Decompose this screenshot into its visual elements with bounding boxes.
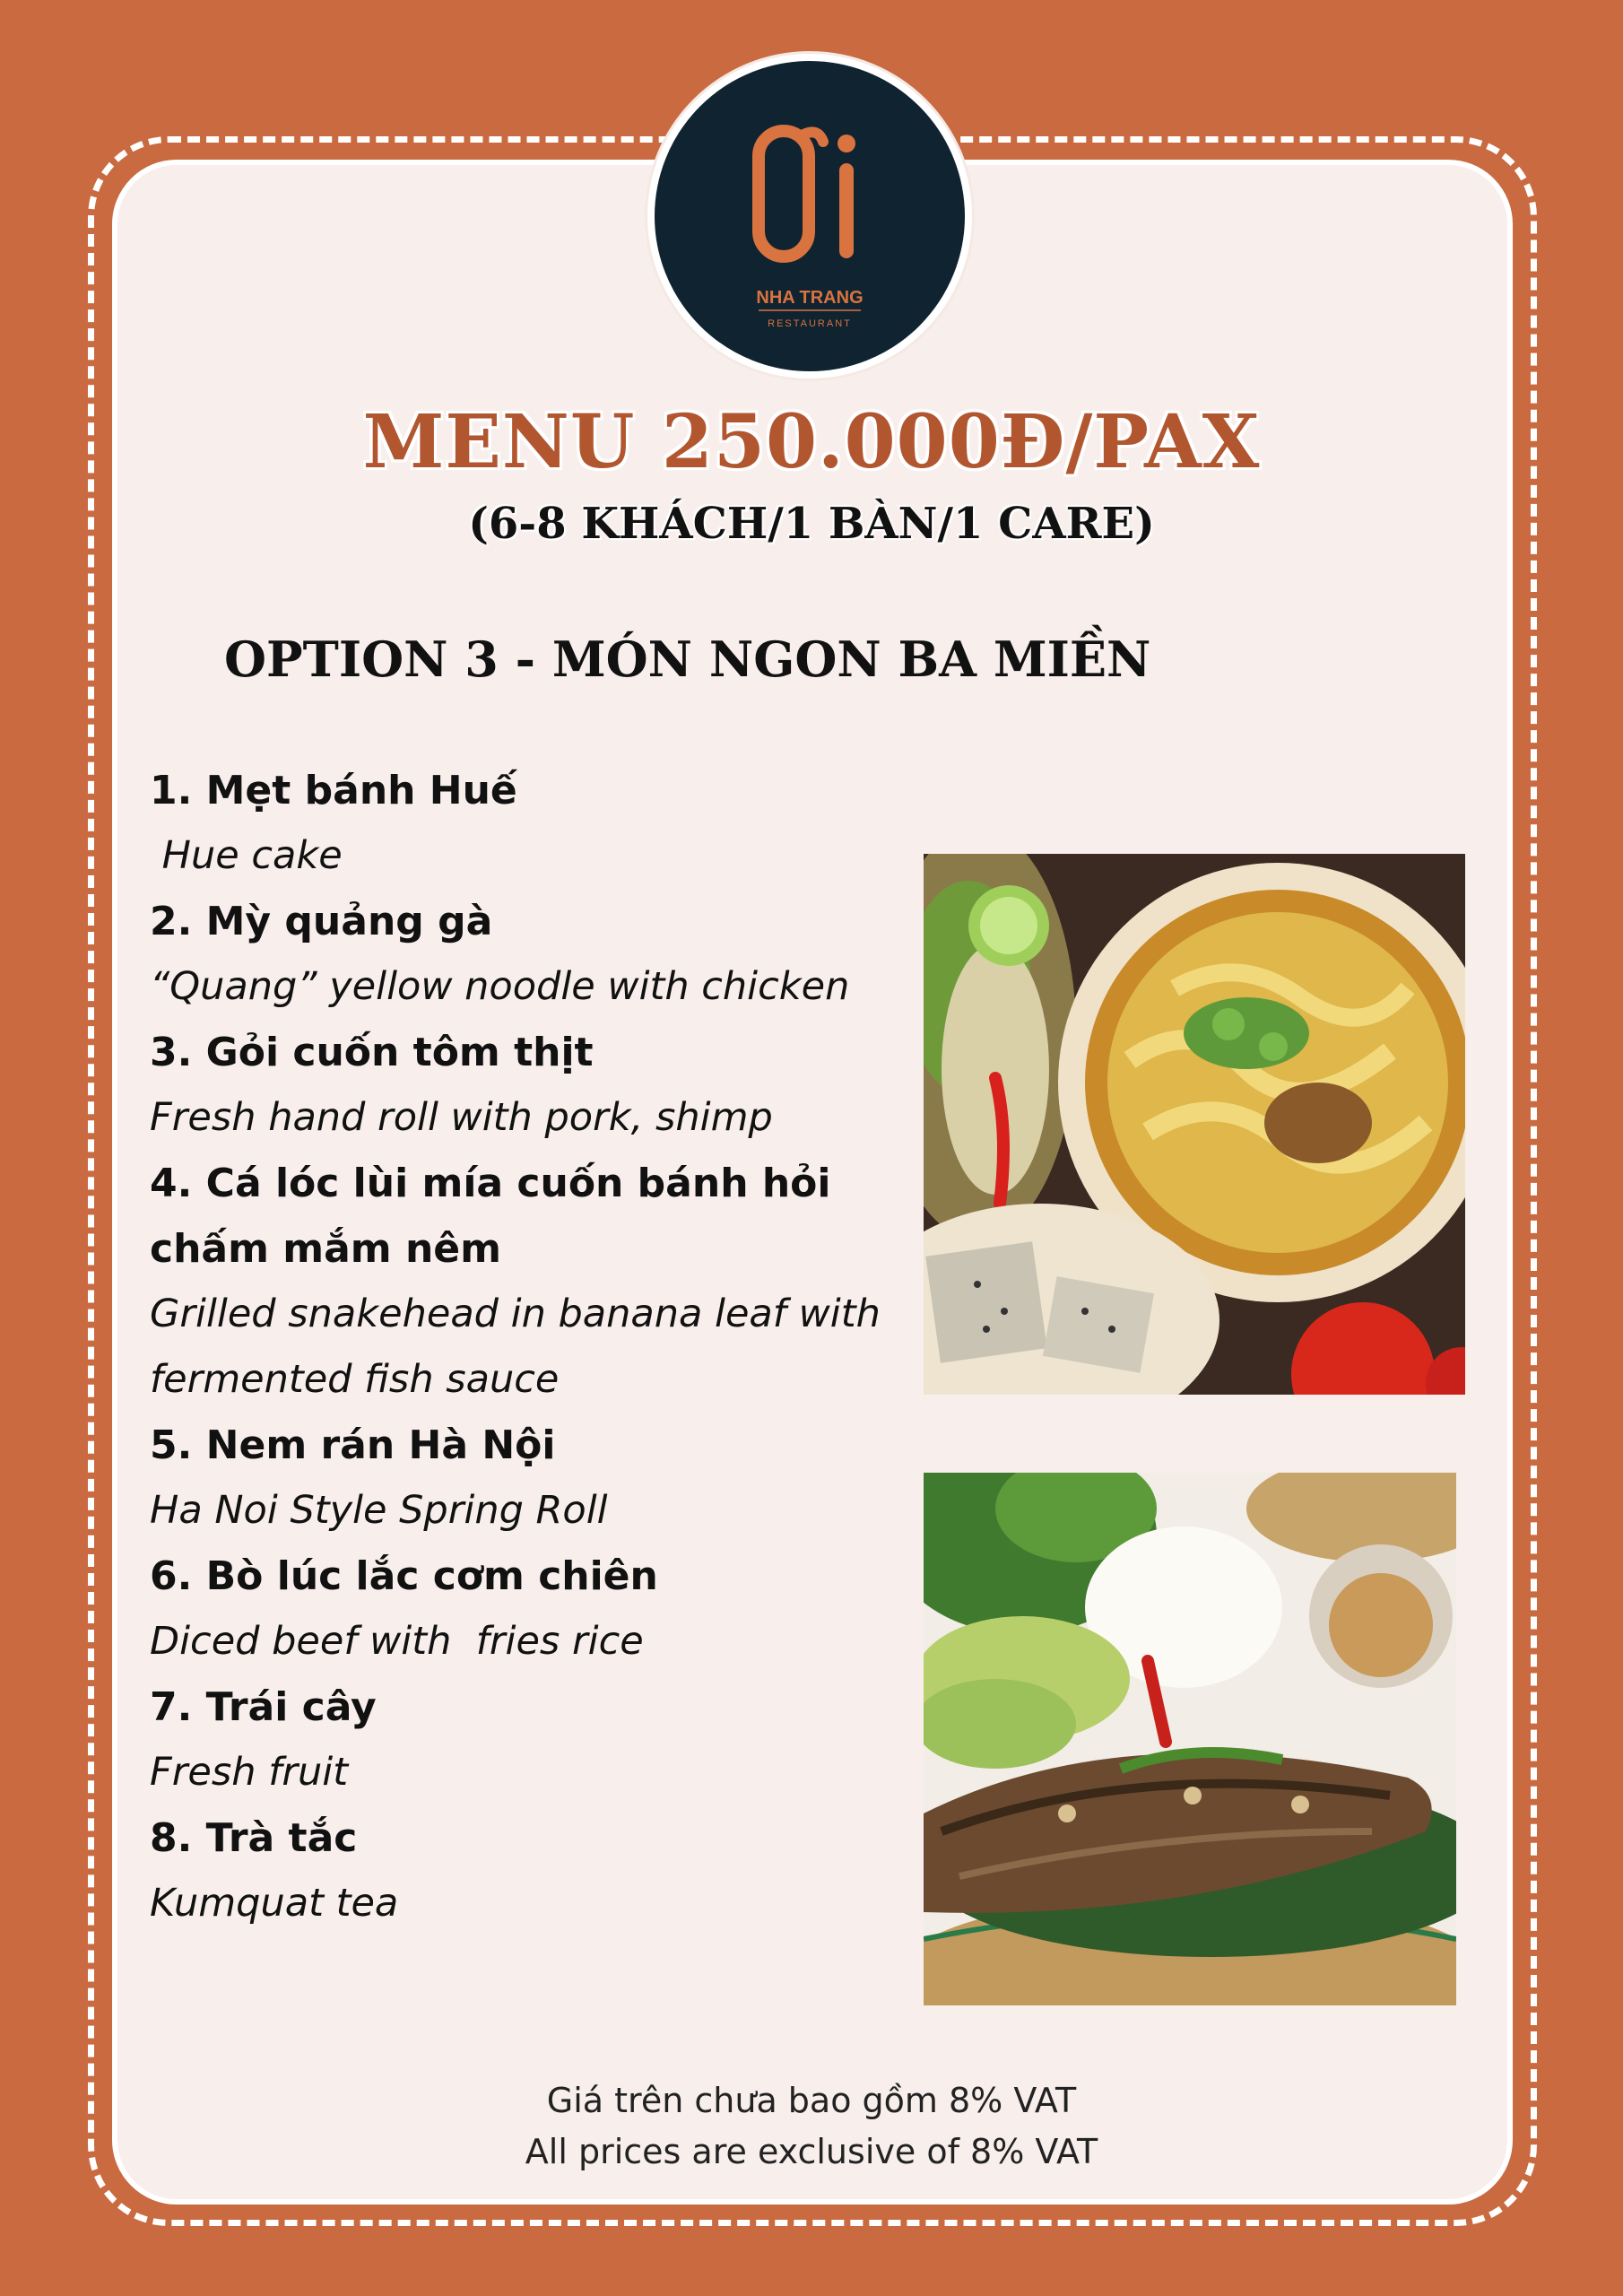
dish-description: Grilled snakehead in banana leaf with fermented fish sauce bbox=[150, 1292, 881, 1402]
dish-name: 5. Nem rán Hà Nội bbox=[150, 1422, 556, 1468]
grilled-fish-photo bbox=[924, 1473, 1456, 2005]
dish-name: 7. Trái cây bbox=[150, 1684, 377, 1730]
menu-item bbox=[150, 758, 921, 889]
vat-note-en: All prices are exclusive of 8% VAT bbox=[525, 2132, 1098, 2171]
dish-description: Diced beef with fries rice bbox=[150, 1619, 644, 1664]
option-heading: OPTION 3 - MÓN NGON BA MIỀN bbox=[224, 631, 1151, 688]
dish-name: 3. Gỏi cuốn tôm thịt bbox=[150, 1030, 594, 1075]
dish-description: Kumquat tea bbox=[150, 1881, 399, 1926]
dish-description: Ha Noi Style Spring Roll bbox=[150, 1488, 608, 1533]
restaurant-logo bbox=[647, 54, 972, 378]
dish-name: 6. Bò lúc lắc cơm chiên bbox=[150, 1553, 658, 1599]
menu-title: MENU 250.000Đ/PAX bbox=[362, 399, 1261, 485]
menu-item bbox=[150, 1020, 921, 1151]
menu-subtitle: (6-8 KHÁCH/1 BÀN/1 CARE) bbox=[468, 499, 1155, 549]
dish-name: 8. Trà tắc bbox=[150, 1815, 358, 1861]
menu-item bbox=[150, 1544, 921, 1674]
dish-list bbox=[150, 758, 921, 1936]
dish-description: Hue cake bbox=[150, 833, 343, 878]
dish-name: 2. Mỳ quảng gà bbox=[150, 899, 493, 944]
menu-item bbox=[150, 1151, 921, 1413]
vat-note-vi: Giá trên chưa bao gồm 8% VAT bbox=[546, 2081, 1077, 2120]
menu-item bbox=[150, 1674, 921, 1805]
dish-description: Fresh fruit bbox=[150, 1750, 349, 1795]
dish-description: “Quang” yellow noodle with chicken bbox=[150, 964, 850, 1009]
menu-item bbox=[150, 1413, 921, 1544]
dish-name: 1. Mẹt bánh Huế bbox=[150, 768, 517, 813]
logo-name: NHA TRANG bbox=[756, 288, 864, 308]
menu-item bbox=[150, 889, 921, 1020]
dish-name: 4. Cá lóc lùi mía cuốn bánh hỏi chấm mắm nêm bbox=[150, 1161, 831, 1272]
dish-description: Fresh hand roll with pork, shimp bbox=[150, 1095, 773, 1140]
noodle-bowl-photo bbox=[924, 854, 1465, 1395]
logo-tagline: RESTAURANT bbox=[768, 318, 852, 329]
menu-item bbox=[150, 1805, 921, 1936]
logo-icon bbox=[655, 61, 965, 371]
